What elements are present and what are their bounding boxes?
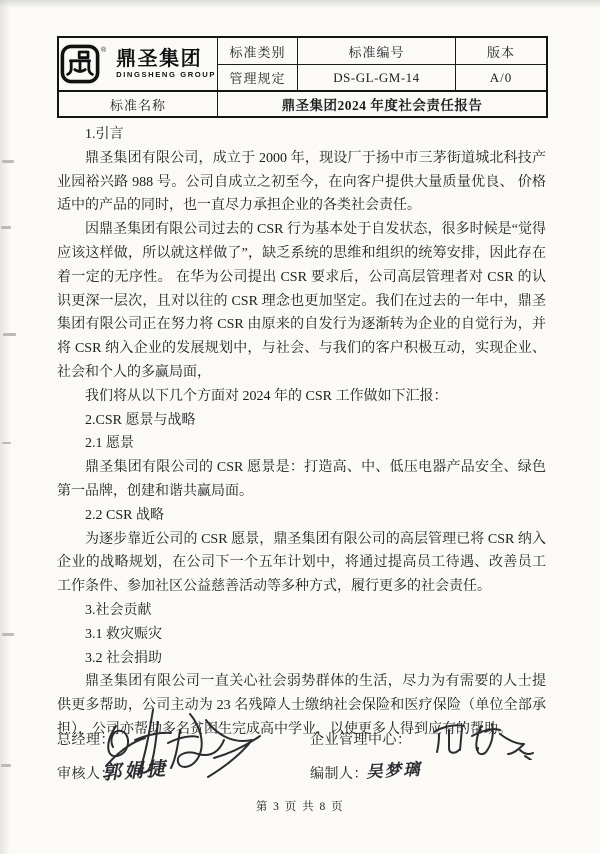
paragraph: 我们将从以下几个方面对 2024 年的 CSR 工作做如下汇报： (85, 388, 448, 404)
paragraph: 鼎圣集团有限公司的 CSR 愿景是：打造高、中、低压电器产品安全、绿色第一品牌，创建和谐共赢局面。 (57, 460, 546, 499)
standard-name-value: 鼎圣集团2024 年度社会责任报告 (217, 90, 546, 116)
company-name-en: DINGSHENG GROUP (116, 70, 217, 80)
section-heading: 3.社会贡献 (85, 602, 152, 618)
compiler-label: 编制人： (310, 767, 368, 782)
dingsheng-emblem-icon (60, 44, 100, 84)
company-logo (59, 38, 217, 90)
standard-category-label: 标准类别 (217, 38, 297, 64)
scan-artifact (2, 160, 14, 163)
logo-text (116, 49, 216, 79)
scan-artifact (2, 633, 14, 636)
company-name-cn: 鼎圣集团 (116, 48, 203, 71)
section-heading: 1.引言 (85, 127, 124, 142)
section-heading: 3.1 救灾赈灾 (85, 626, 162, 642)
scan-artifact (2, 442, 11, 444)
management-center-signature (428, 718, 538, 760)
section-heading: 2.CSR 愿景与战略 (85, 412, 196, 428)
section-heading: 3.2 社会捐助 (85, 650, 162, 666)
standard-number-label: 标准编号 (297, 38, 455, 64)
paragraph: 因鼎圣集团有限公司过去的 CSR 行为基本处于自发状态，很多时候是“觉得应该这样做，所以就这样做了”，缺乏系统的思维和组织的统筹安排，因此存在着一定的无序性。 在华为公司提出 CSR 要求后，公司高层管理者对 CSR 的认识更深一层次，且对以往的 CSR 理念也更加坚定。我们在过去的一年中，鼎圣集团有限公司正在努力将 CSR 由原来的自发行为逐渐转为企业的自觉行为，并将 CSR 纳入企业的发展规划中，与社会、与我们的客户积极互动，实现企业、社会和个人的多赢局面， (57, 222, 546, 380)
reviewer-signature: 郭娟捷 (101, 757, 169, 785)
management-center-label: 企业管理中心： (310, 733, 412, 748)
scan-artifact (3, 333, 16, 336)
paragraph: 为逐步靠近公司的 CSR 愿景，鼎圣集团有限公司的高层管理已将 CSR 纳入企业的战略规划，在公司下一个五年计划中，将通过提高员工待遇、改善员工工作条件、参加社区公益慈善活动等多种方式，履行更多的社会责任。 (57, 531, 546, 595)
general-manager-label: 总经理： (57, 733, 115, 748)
standard-number-value: DS-GL-GM-14 (297, 64, 455, 90)
page-number: 第 3 页 共 8 页 (255, 801, 345, 813)
standard-name-label: 标准名称 (59, 90, 217, 116)
version-label: 版本 (455, 38, 546, 64)
reviewer-label: 审核人： (57, 767, 115, 782)
section-heading: 2.1 愿景 (85, 436, 134, 452)
version-value: A/0 (455, 64, 546, 90)
standard-header-table (57, 36, 548, 118)
paragraph: 鼎圣集团有限公司一直关心社会弱势群体的生活，尽力为有需要的人士提供更多帮助，公司主动为 23 名残障人士缴纳社会保险和医疗保险（单位全部承担），公司亦帮助多名贫困生完成高中学业，以使更多人得到应有的帮助。 (57, 674, 546, 737)
scan-artifact (1, 226, 11, 229)
section-heading: 2.2 CSR 战略 (85, 507, 164, 523)
report-body (57, 123, 546, 742)
compiler-signature: 吴梦璃 (365, 759, 423, 782)
paragraph: 鼎圣集团有限公司，成立于 2000 年，现设厂于扬中市三茅街道城北科技产业园裕兴路 988 号。公司自成立之初至今，在向客户提供大量质量优良、 价格适中的产品的同时，也一直尽力承担企业的各类社会责任。 (57, 150, 546, 214)
scan-artifact (1, 764, 11, 767)
registered-trademark-icon: ® (100, 46, 108, 54)
standard-category-value: 管理规定 (217, 64, 297, 90)
